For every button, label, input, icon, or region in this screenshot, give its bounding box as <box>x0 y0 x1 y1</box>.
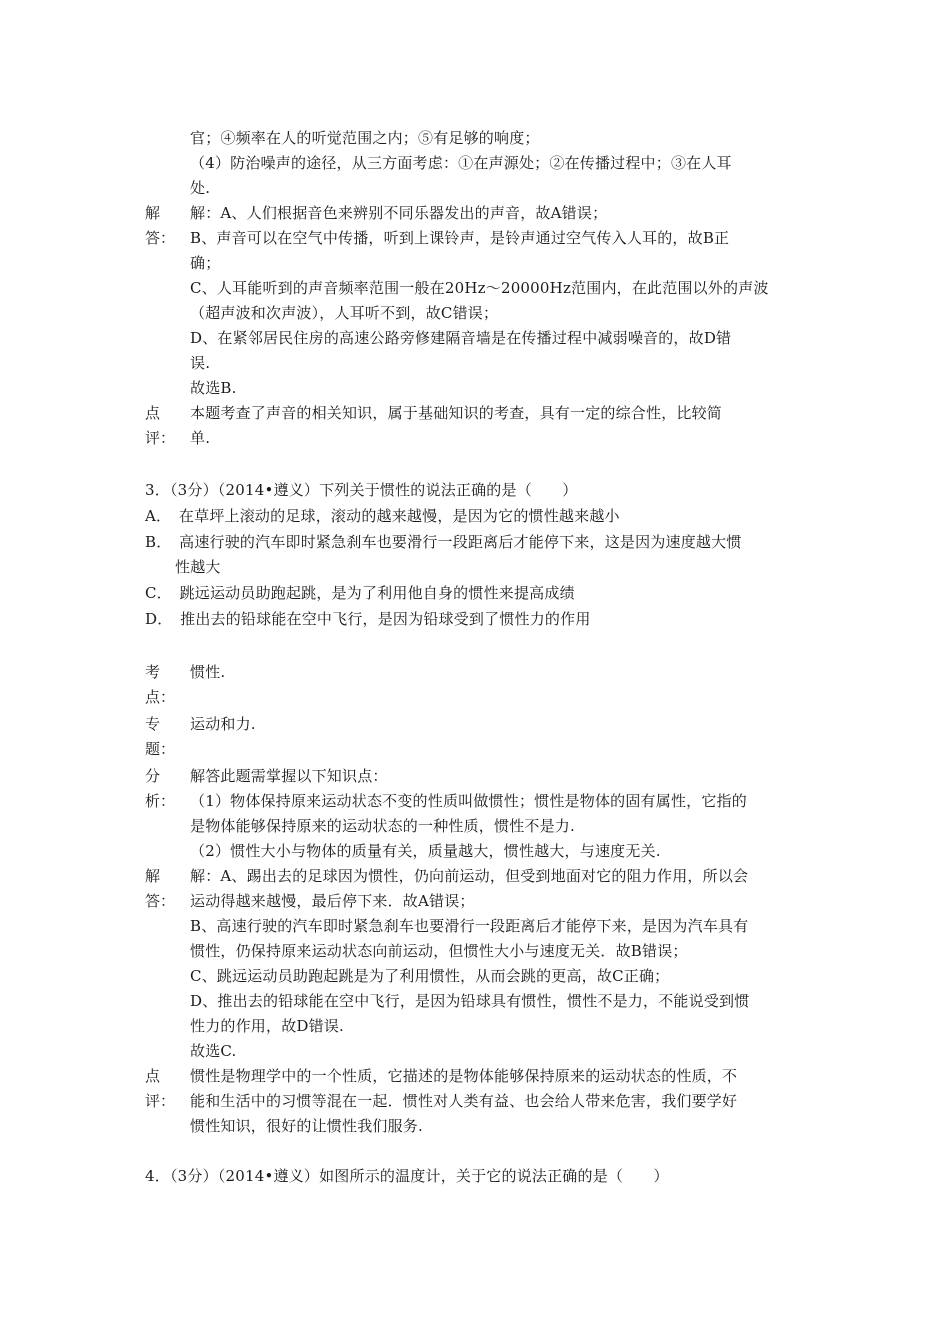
q3-comment-line: 惯性知识，很好的让惯性我们服务. <box>190 1117 423 1135</box>
prev-answer-line: （超声波和次声波），人耳听不到，故C错误； <box>190 304 499 322</box>
prev-answer-label: 解 <box>145 204 161 222</box>
q3-comment-line: 能和生活中的习惯等混在一起．惯性对人类有益、也会给人带来危害，我们要学好 <box>190 1092 738 1110</box>
q3-topic-label: 专 <box>145 715 161 733</box>
q3-answer-line: 性力的作用，故D错误. <box>190 1017 344 1035</box>
prev-answer-line: D、在紧邻居民住房的高速公路旁修建隔音墙是在传播过程中减弱噪音的，故D错 <box>190 329 732 347</box>
q3-comment-line: 惯性是物理学中的一个性质，它描述的是物体能够保持原来的运动状态的性质，不 <box>190 1067 738 1085</box>
prev-answer-line: 故选B. <box>190 379 237 397</box>
q3-option-b: B． 高速行驶的汽车即时紧急刹车也要滑行一段距离后才能停下来，这是因为速度越大惯 <box>145 533 742 551</box>
prev-answer-line: C、人耳能听到的声音频率范围一般在20Hz～20000Hz范围内，在此范围以外的声波 <box>190 279 769 297</box>
q3-answer-line: C、跳远运动员助跑起跳是为了利用惯性，从而会跳的更高，故C正确； <box>190 967 670 985</box>
q3-analysis-line: 解答此题需掌握以下知识点： <box>190 767 388 785</box>
q3-point: 惯性. <box>190 663 226 681</box>
q3-analysis-label: 析： <box>145 792 176 810</box>
q3-answer-label: 解 <box>145 867 161 885</box>
prev-analysis-line: （4）防治噪声的途径，从三方面考虑：①在声源处；②在传播过程中；③在人耳 <box>190 154 732 172</box>
q3-answer-label: 答： <box>145 892 176 910</box>
q3-point-label: 点： <box>145 688 176 706</box>
q3-comment-label: 评： <box>145 1092 176 1110</box>
prev-analysis-line: 官；④频率在人的听觉范围之内；⑤有足够的响度； <box>190 129 540 147</box>
q3-option-c: C． 跳远运动员助跑起跳，是为了利用他自身的惯性来提高成绩 <box>145 584 575 602</box>
q3-option-d: D． 推出去的铅球能在空中飞行，是因为铅球受到了惯性力的作用 <box>145 610 591 628</box>
q4-stem: 4．（3分）（2014•遵义）如图所示的温度计，关于它的说法正确的是（ ） <box>145 1167 669 1185</box>
q3-analysis-label: 分 <box>145 767 161 785</box>
prev-analysis-line: 处. <box>190 179 211 197</box>
prev-answer-line: 确； <box>190 254 221 272</box>
prev-answer-line: B、声音可以在空气中传播，听到上课铃声，是铃声通过空气传入人耳的，故B正 <box>190 229 730 247</box>
q3-topic-label: 题： <box>145 740 176 758</box>
q3-analysis-line: 是物体能够保持原来的运动状态的一种性质，惯性不是力. <box>190 817 575 835</box>
prev-comment-label: 评： <box>145 429 176 447</box>
q3-answer-line: D、推出去的铅球能在空中飞行，是因为铅球具有惯性，惯性不是力，不能说受到惯 <box>190 992 750 1010</box>
prev-comment-line: 本题考查了声音的相关知识，属于基础知识的考查，具有一定的综合性，比较简 <box>190 404 723 422</box>
q3-answer-line: B、高速行驶的汽车即时紧急刹车也要滑行一段距离后才能停下来，是因为汽车具有 <box>190 917 749 935</box>
q3-answer-line: 惯性，仍保持原来运动状态向前运动，但惯性大小与速度无关．故B错误； <box>190 942 688 960</box>
q3-stem: 3．（3分）（2014•遵义）下列关于惯性的说法正确的是（ ） <box>145 481 578 499</box>
q3-comment-label: 点 <box>145 1067 161 1085</box>
q3-option-a: A． 在草坪上滚动的足球，滚动的越来越慢，是因为它的惯性越来越小 <box>145 507 620 525</box>
prev-answer-line: 误. <box>190 354 211 372</box>
q3-answer-line: 解：A、踢出去的足球因为惯性，仍向前运动，但受到地面对它的阻力作用，所以会 <box>190 867 749 885</box>
q3-point-label: 考 <box>145 663 161 681</box>
prev-answer-label: 答： <box>145 229 176 247</box>
prev-answer-line: 解：A、人们根据音色来辨别不同乐器发出的声音，故A错误； <box>190 204 608 222</box>
prev-comment-label: 点 <box>145 404 161 422</box>
q3-analysis-line: （1）物体保持原来运动状态不变的性质叫做惯性；惯性是物体的固有属性，它指的 <box>190 792 747 810</box>
q3-topic: 运动和力. <box>190 715 256 733</box>
q3-answer-line: 故选C. <box>190 1042 237 1060</box>
q3-answer-line: 运动得越来越慢，最后停下来．故A错误； <box>190 892 475 910</box>
prev-comment-line: 单. <box>190 429 211 447</box>
q3-option-b-cont: 性越大 <box>175 558 221 576</box>
q3-analysis-line: （2）惯性大小与物体的质量有关，质量越大，惯性越大，与速度无关. <box>190 842 661 860</box>
